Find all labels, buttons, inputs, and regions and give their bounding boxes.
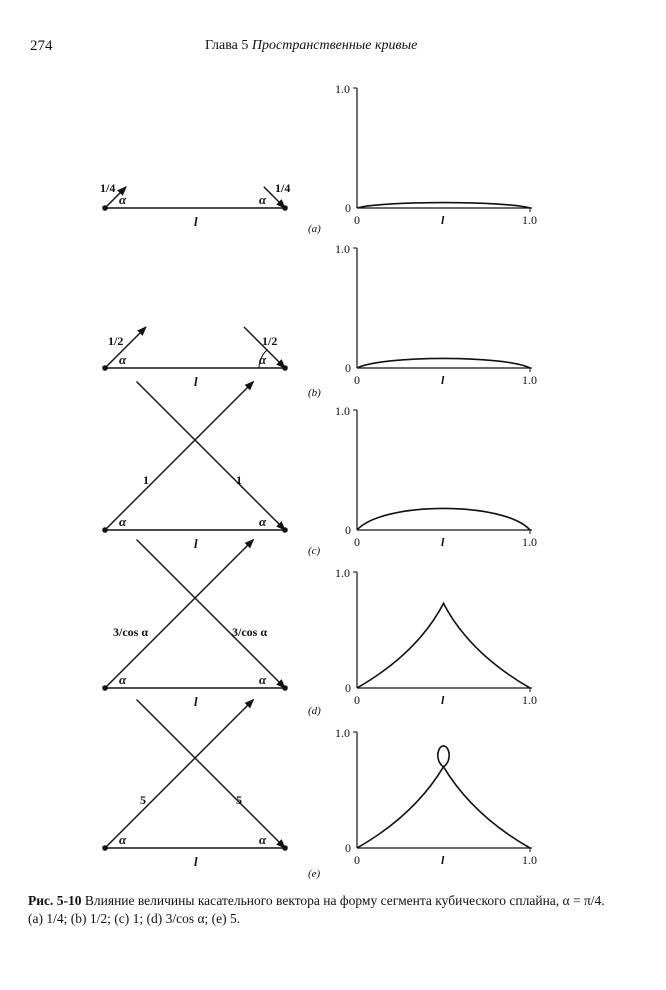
tangent-vector-end	[137, 382, 285, 530]
x-tick-label-origin: 0	[354, 535, 360, 549]
angle-label-start: α	[119, 352, 127, 367]
x-tick-label-mid: l	[441, 535, 445, 549]
x-tick-label-end: 1.0	[522, 853, 537, 867]
x-tick-label-origin: 0	[354, 853, 360, 867]
panel-b	[102, 242, 537, 399]
x-tick-label-mid: l	[441, 693, 445, 707]
spline-curve	[357, 508, 530, 530]
tangent-magnitude-start: 1/2	[108, 334, 124, 348]
tangent-magnitude-start: 1	[143, 473, 149, 487]
chapter-title: Пространственные кривые	[251, 38, 418, 53]
panel-c	[102, 382, 537, 557]
x-tick-label-end: 1.0	[522, 373, 537, 387]
angle-label-start: α	[119, 672, 127, 687]
x-tick-label-mid: l	[441, 213, 445, 227]
tangent-magnitude-end: 5	[236, 793, 242, 807]
y-tick-label-top: 1.0	[335, 566, 350, 580]
panel-label: (b)	[308, 387, 321, 399]
angle-label-start: α	[119, 832, 127, 847]
tangent-magnitude-start: 1/4	[100, 181, 116, 195]
tangent-magnitude-end: 1/2	[262, 334, 278, 348]
tangent-vector-end	[137, 540, 285, 688]
tangent-vector-start	[105, 382, 253, 530]
x-tick-label-mid: l	[441, 853, 445, 867]
tangent-vector-start	[105, 700, 253, 848]
x-tick-label-end: 1.0	[522, 693, 537, 707]
chapter-label: Глава 5	[205, 38, 249, 53]
figure-caption	[28, 892, 618, 928]
tangent-vector-end	[137, 700, 285, 848]
y-tick-label-top: 1.0	[335, 82, 350, 96]
segment-label: l	[194, 536, 198, 551]
page-number: 274	[30, 38, 53, 54]
angle-label-end: α	[259, 832, 267, 847]
tangent-magnitude-end: 1/4	[275, 181, 291, 195]
segment-label: l	[194, 854, 198, 869]
x-tick-label-end: 1.0	[522, 213, 537, 227]
tangent-magnitude-start: 5	[140, 793, 146, 807]
caption-label: Рис. 5-10	[28, 893, 82, 908]
panel-e	[102, 700, 537, 880]
angle-label-end: α	[259, 352, 267, 367]
y-tick-label-origin: 0	[345, 201, 351, 215]
caption-text: Влияние величины касательного вектора на форму сегмента кубического сплайна, α = π/4. (a) 1/4; (b) 1/2; (c) 1; (d) 3/cos α; (e) 5.	[28, 893, 605, 926]
y-tick-label-origin: 0	[345, 841, 351, 855]
y-tick-label-origin: 0	[345, 523, 351, 537]
tangent-magnitude-end: 1	[236, 473, 242, 487]
spline-curve	[357, 203, 530, 208]
segment-label: l	[194, 694, 198, 709]
segment-label: l	[194, 374, 198, 389]
x-tick-label-origin: 0	[354, 693, 360, 707]
x-tick-label-end: 1.0	[522, 535, 537, 549]
angle-label-start: α	[119, 514, 127, 529]
y-tick-label-origin: 0	[345, 681, 351, 695]
panel-label: (e)	[308, 868, 321, 880]
spline-curve	[357, 746, 530, 848]
angle-label-end: α	[259, 514, 267, 529]
panel-label: (a)	[308, 223, 321, 235]
angle-label-end: α	[259, 192, 267, 207]
panel-label: (c)	[308, 545, 321, 557]
spline-curve	[357, 603, 530, 688]
tangent-magnitude-end: 3/cos α	[232, 625, 268, 639]
spline-curve	[357, 358, 530, 368]
x-tick-label-mid: l	[441, 373, 445, 387]
y-tick-label-top: 1.0	[335, 404, 350, 418]
segment-label: l	[194, 214, 198, 229]
y-tick-label-origin: 0	[345, 361, 351, 375]
x-tick-label-origin: 0	[354, 373, 360, 387]
panel-a	[100, 82, 537, 235]
angle-label-end: α	[259, 672, 267, 687]
y-tick-label-top: 1.0	[335, 242, 350, 256]
angle-label-start: α	[119, 192, 127, 207]
x-tick-label-origin: 0	[354, 213, 360, 227]
tangent-magnitude-start: 3/cos α	[113, 625, 149, 639]
tangent-vector-start	[105, 540, 253, 688]
y-tick-label-top: 1.0	[335, 726, 350, 740]
panel-d	[102, 540, 537, 717]
panel-label: (d)	[308, 705, 321, 717]
